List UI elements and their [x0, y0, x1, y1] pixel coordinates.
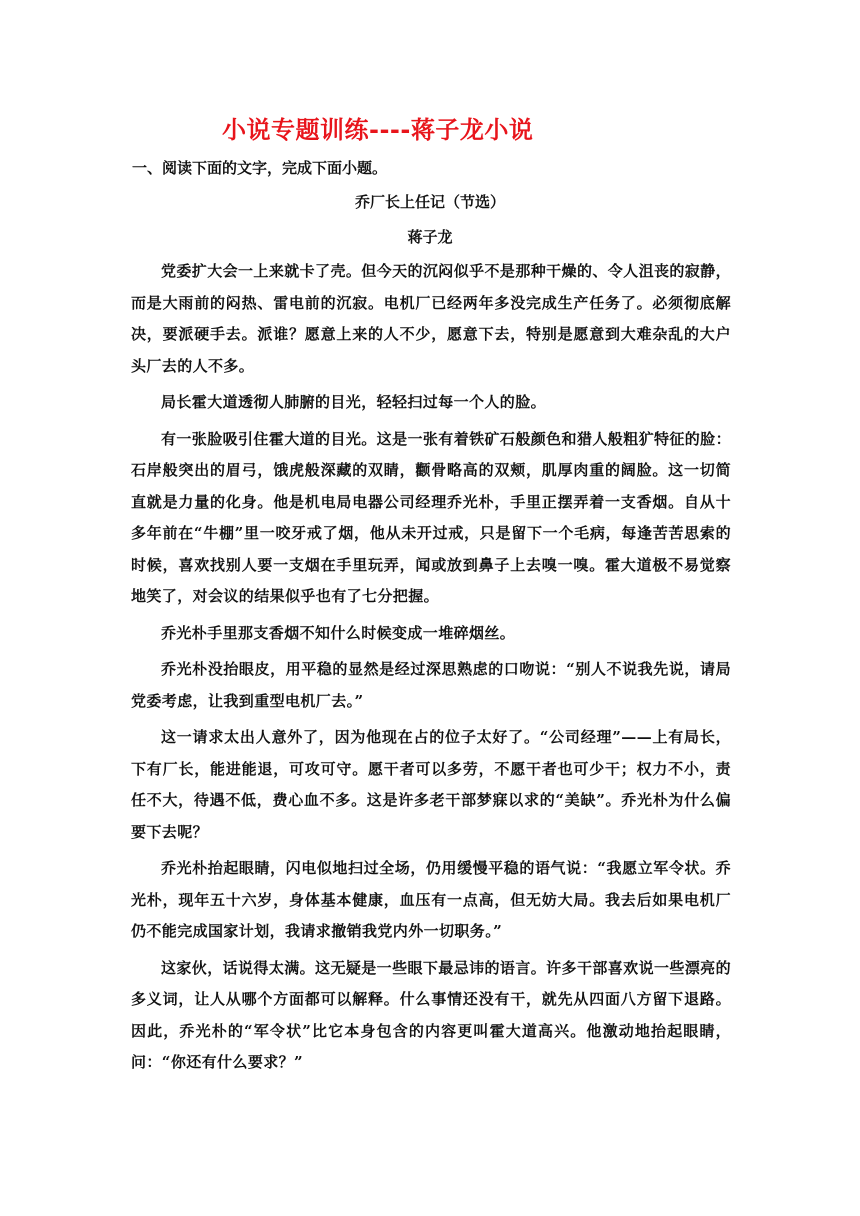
paragraph: 这家伙，话说得太满。这无疑是一些眼下最忌讳的语言。许多干部喜欢说一些漂亮的多义词，让人从哪个方面都可以解释。什么事情还没有干，就先从四面八方留下退路。因此，乔光朴的“军令状”比它本身包含的内容更叫霍大道高兴。他激动地抬起眼睛，问：“你还有什么要求？” — [131, 958, 731, 1071]
document-title: 小说专题训练----蒋子龙小说 — [222, 116, 534, 144]
story-author: 蒋子龙 — [407, 228, 453, 246]
story-title: 乔厂长上任记（节选） — [354, 193, 505, 211]
paragraph: 这一请求太出人意外了，因为他现在占的位子太好了。“公司经理”——上有局长，下有厂长，能进能退，可攻可守。愿干者可以多劳，不愿干者也可少干；权力不小，责任不大，待遇不低，费心血不多。这是许多老干部梦寐以求的“美缺”。乔光朴为什么偏要下去呢？ — [131, 728, 731, 841]
paragraph: 有一张脸吸引住霍大道的目光。这是一张有着铁矿石般颜色和猎人般粗犷特征的脸：石岸般突出的眉弓，饿虎般深藏的双睛，颧骨略高的双颊，肌厚肉重的阔脸。这一切简直就是力量的化身。他是机电局电器公司经理乔光朴，手里正摆弄着一支香烟。自从十多年前在“牛棚”里一咬牙戒了烟，他从未开过戒，只是留下一个毛病，每逢苦苦思索的时候，喜欢找别人要一支烟在手里玩弄，闻或放到鼻子上去嗅一嗅。霍大道极不易觉察地笑了，对会议的结果似乎也有了七分把握。 — [131, 429, 731, 605]
paragraph: 党委扩大会一上来就卡了壳。但今天的沉闷似乎不是那种干燥的、令人沮丧的寂静，而是大雨前的闷热、雷电前的沉寂。电机厂已经两年多没完成生产任务了。必须彻底解决，要派硬手去。派谁？愿意上来的人不少，愿意下去，特别是愿意到大难杂乱的大户头厂去的人不多。 — [131, 262, 731, 375]
paragraph: 局长霍大道透彻人肺腑的目光，轻轻扫过每一个人的脸。 — [161, 393, 547, 411]
paragraph: 乔光朴抬起眼睛，闪电似地扫过全场，仍用缓慢平稳的语气说：“我愿立军令状。乔光朴，现年五十六岁，身体基本健康，血压有一点高，但无妨大局。我去后如果电机厂仍不能完成国家计划，我请求撤销我党内外一切职务。” — [131, 859, 731, 940]
paragraph: 乔光朴手里那支香烟不知什么时候变成一堆碎烟丝。 — [161, 623, 516, 642]
paragraph: 乔光朴没抬眼皮，用平稳的显然是经过深思熟虑的口吻说：“别人不说我先说，请局党委考虑，让我到重型电机厂去。” — [131, 660, 731, 710]
question-instruction: 一、阅读下面的文字，完成下面小题。 — [132, 159, 388, 177]
story-body — [131, 256, 731, 1079]
